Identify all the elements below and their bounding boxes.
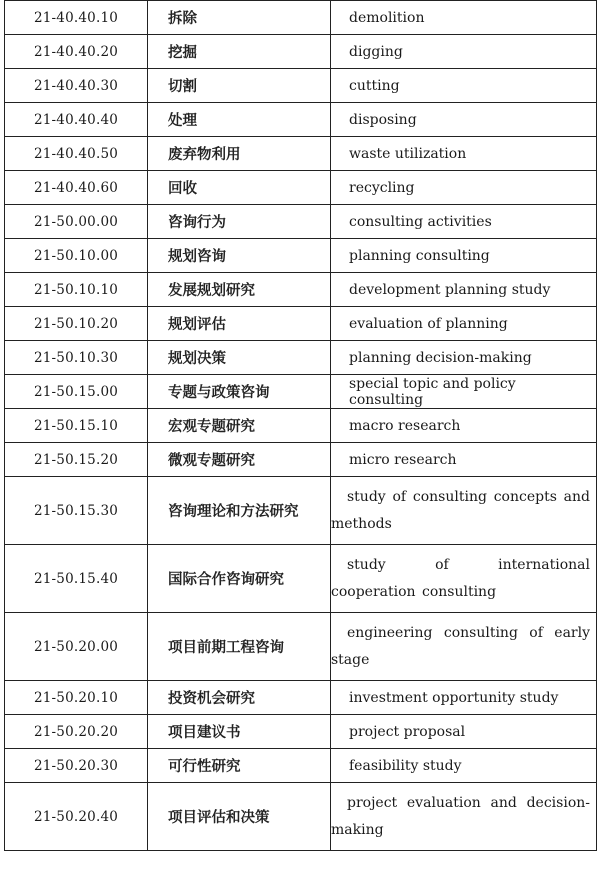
table-row bbox=[5, 341, 597, 375]
chinese-term-cell: 投资机会研究 bbox=[148, 681, 331, 715]
english-term-cell: study of consulting concepts and methods bbox=[331, 477, 597, 545]
chinese-term-cell: 切割 bbox=[148, 69, 331, 103]
table-row bbox=[5, 239, 597, 273]
table-row bbox=[5, 103, 597, 137]
english-term-cell: consulting activities bbox=[331, 205, 597, 239]
code-cell: 21-50.15.00 bbox=[5, 375, 148, 409]
code-cell: 21-50.20.20 bbox=[5, 715, 148, 749]
chinese-term-cell: 咨询理论和方法研究 bbox=[148, 477, 331, 545]
english-term-cell: micro research bbox=[331, 443, 597, 477]
chinese-term-cell: 处理 bbox=[148, 103, 331, 137]
code-cell: 21-50.15.30 bbox=[5, 477, 148, 545]
chinese-term-cell: 回收 bbox=[148, 171, 331, 205]
english-term-cell: development planning study bbox=[331, 273, 597, 307]
table-row bbox=[5, 1, 597, 35]
code-cell: 21-40.40.50 bbox=[5, 137, 148, 171]
english-term-cell: demolition bbox=[331, 1, 597, 35]
chinese-term-cell: 可行性研究 bbox=[148, 749, 331, 783]
english-term-cell: planning consulting bbox=[331, 239, 597, 273]
code-cell: 21-50.00.00 bbox=[5, 205, 148, 239]
english-term-cell: waste utilization bbox=[331, 137, 597, 171]
code-cell: 21-50.15.10 bbox=[5, 409, 148, 443]
english-term-cell: cutting bbox=[331, 69, 597, 103]
classification-table bbox=[4, 0, 597, 851]
english-term-cell: investment opportunity study bbox=[331, 681, 597, 715]
table-row bbox=[5, 545, 597, 613]
chinese-term-cell: 发展规划研究 bbox=[148, 273, 331, 307]
code-cell: 21-40.40.30 bbox=[5, 69, 148, 103]
chinese-term-cell: 专题与政策咨询 bbox=[148, 375, 331, 409]
table-row bbox=[5, 477, 597, 545]
chinese-term-cell: 项目前期工程咨询 bbox=[148, 613, 331, 681]
table-row bbox=[5, 613, 597, 681]
table-row bbox=[5, 375, 597, 409]
chinese-term-cell: 项目建议书 bbox=[148, 715, 331, 749]
code-cell: 21-40.40.40 bbox=[5, 103, 148, 137]
table-row bbox=[5, 35, 597, 69]
chinese-term-cell: 微观专题研究 bbox=[148, 443, 331, 477]
code-cell: 21-50.20.40 bbox=[5, 783, 148, 851]
table-row bbox=[5, 273, 597, 307]
code-cell: 21-50.15.40 bbox=[5, 545, 148, 613]
chinese-term-cell: 拆除 bbox=[148, 1, 331, 35]
chinese-term-cell: 咨询行为 bbox=[148, 205, 331, 239]
table-row bbox=[5, 171, 597, 205]
english-term-cell: digging bbox=[331, 35, 597, 69]
english-term-cell: project proposal bbox=[331, 715, 597, 749]
chinese-term-cell: 挖掘 bbox=[148, 35, 331, 69]
english-term-cell: planning decision-making bbox=[331, 341, 597, 375]
english-term-cell: feasibility study bbox=[331, 749, 597, 783]
code-cell: 21-40.40.60 bbox=[5, 171, 148, 205]
english-term-cell: macro research bbox=[331, 409, 597, 443]
table-row bbox=[5, 205, 597, 239]
code-cell: 21-50.10.00 bbox=[5, 239, 148, 273]
code-cell: 21-50.20.10 bbox=[5, 681, 148, 715]
code-cell: 21-50.10.10 bbox=[5, 273, 148, 307]
table-row bbox=[5, 69, 597, 103]
chinese-term-cell: 废弃物利用 bbox=[148, 137, 331, 171]
code-cell: 21-50.10.20 bbox=[5, 307, 148, 341]
english-term-cell: project evaluation and decision-making bbox=[331, 783, 597, 851]
code-cell: 21-40.40.10 bbox=[5, 1, 148, 35]
chinese-term-cell: 国际合作咨询研究 bbox=[148, 545, 331, 613]
english-term-cell: recycling bbox=[331, 171, 597, 205]
chinese-term-cell: 规划评估 bbox=[148, 307, 331, 341]
code-cell: 21-50.20.30 bbox=[5, 749, 148, 783]
english-term-cell: study of international cooperation consulting bbox=[331, 545, 597, 613]
table-row bbox=[5, 443, 597, 477]
code-cell: 21-40.40.20 bbox=[5, 35, 148, 69]
english-term-cell: engineering consulting of early stage bbox=[331, 613, 597, 681]
chinese-term-cell: 规划咨询 bbox=[148, 239, 331, 273]
table-row bbox=[5, 681, 597, 715]
code-cell: 21-50.15.20 bbox=[5, 443, 148, 477]
chinese-term-cell: 规划决策 bbox=[148, 341, 331, 375]
code-cell: 21-50.10.30 bbox=[5, 341, 148, 375]
table-row bbox=[5, 783, 597, 851]
table-row bbox=[5, 137, 597, 171]
english-term-cell: special topic and policy consulting bbox=[331, 375, 597, 409]
english-term-cell: evaluation of planning bbox=[331, 307, 597, 341]
table-row bbox=[5, 307, 597, 341]
table-row bbox=[5, 715, 597, 749]
table-row bbox=[5, 749, 597, 783]
code-cell: 21-50.20.00 bbox=[5, 613, 148, 681]
chinese-term-cell: 项目评估和决策 bbox=[148, 783, 331, 851]
table-row bbox=[5, 409, 597, 443]
chinese-term-cell: 宏观专题研究 bbox=[148, 409, 331, 443]
english-term-cell: disposing bbox=[331, 103, 597, 137]
